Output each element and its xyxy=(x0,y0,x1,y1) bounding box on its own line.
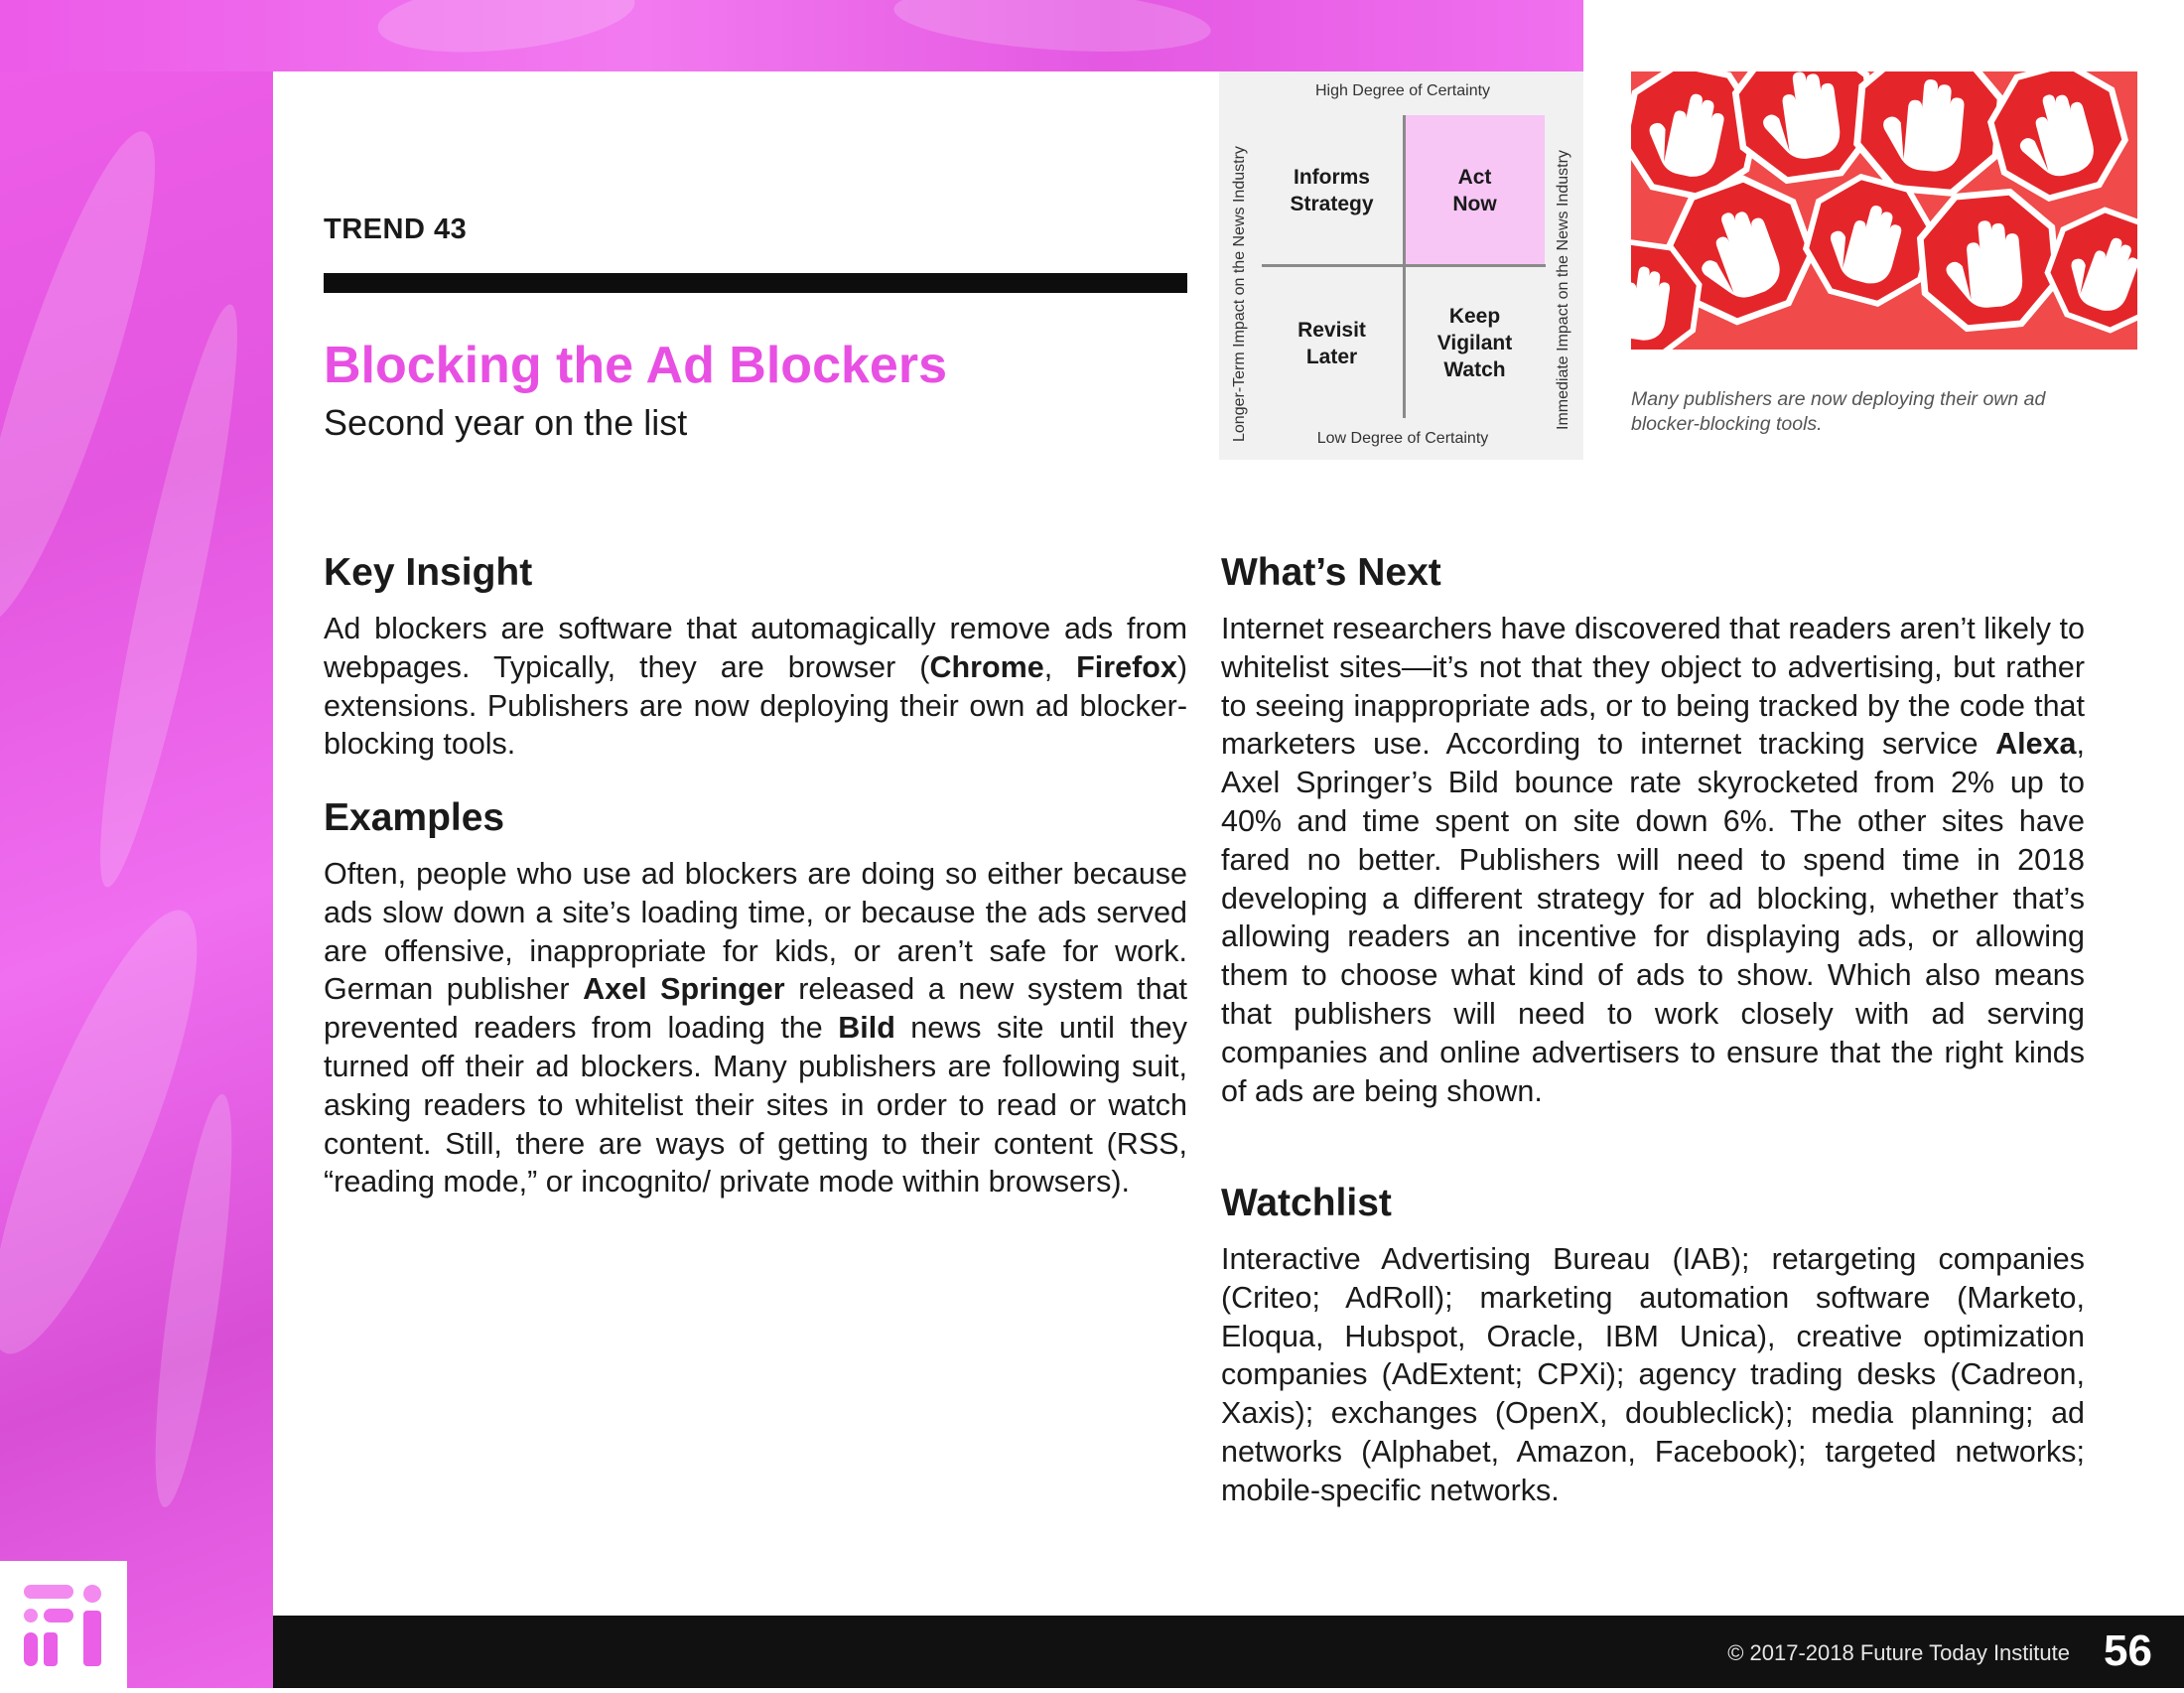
page-number: 56 xyxy=(2104,1626,2152,1675)
examples-heading: Examples xyxy=(324,796,505,839)
matrix-bottom-label: Low Degree of Certainty xyxy=(1316,430,1489,447)
key-insight-heading: Key Insight xyxy=(324,551,533,594)
whats-next-body: Internet researchers have discovered that readers aren’t likely to whitelist sites—it’s not that they object to advertising, but rather to seeing inappropriate ads, or to being tracked by the code that marketers use. According to internet tracking service Alexa, Axel Springer’s Bild bounce rate skyrocketed from 2% up to 40% and time spent on site down 6%. The other sites have fared no better. Publishers will need to spend time in 2018 developing a different strategy for ad blocking, whether that’s allowing readers an incentive for displaying ads, or allowing them to choose what kind of ads to show. Which also means that publishers will need to work closely with ad serving companies and online advertisers to ensure that the right kinds of ads are being shown. xyxy=(1221,612,2085,1108)
key-insight-body: Ad blockers are software that automagically remove ads from webpages. Typically, they are browser (Chrome, Firefox) extensions. Publishers are now deploying their own ad blocker-blocking tools. xyxy=(324,612,1188,762)
watchlist-body: Interactive Advertising Bureau (IAB); retargeting companies (Criteo; AdRoll); marketing automation software (Marketo, Eloqua, Hubspot, Oracle, IBM Unica), creative optimization companies (AdExtent; CPXi); agency trading desks (Cadreon, Xaxis); exchanges (OpenX, doubleclick); media planning; ad networks (Alphabet, Amazon, Facebook); targeted networks; mobile-specific networks. xyxy=(1221,1242,2085,1507)
matrix-left-label: Longer-Term Impact on the News Industry xyxy=(1231,146,1248,442)
watchlist-heading: Watchlist xyxy=(1221,1182,1392,1224)
fti-logo xyxy=(0,1561,127,1688)
examples-body: Often, people who use ad blockers are doing so either because ads slow down a site’s loading time, or because the ads served are offensive, inappropriate for kids, or aren’t safe for work. German publisher Axel Springer released a new system that prevented readers from loading the Bild news site until they turned off their ad blockers. Many publishers are following suit, asking readers to whitelist their sites in order to read or watch content. Still, there are ways of getting to their content (RSS, “reading mode,” or incognito/ private mode within browsers). xyxy=(324,857,1187,1199)
matrix-horizontal-axis xyxy=(1262,264,1546,267)
trend-label: TREND 43 xyxy=(324,213,468,245)
matrix-top-label: High Degree of Certainty xyxy=(1314,82,1491,99)
page-subtitle: Second year on the list xyxy=(324,402,688,443)
matrix-cell-informs-strategy: Informs Strategy xyxy=(1290,165,1374,215)
matrix-right-label: Immediate Impact on the News Industry xyxy=(1555,150,1571,430)
matrix-cell-keep-vigilant-watch: Keep Vigilant Watch xyxy=(1436,305,1513,381)
stop-hand-image xyxy=(1631,71,2137,350)
footer-copyright: © 2017-2018 Future Today Institute xyxy=(1727,1640,2070,1665)
matrix-cell-act-now: Act Now xyxy=(1405,115,1545,265)
whats-next-heading: What’s Next xyxy=(1221,551,1441,594)
page-title: Blocking the Ad Blockers xyxy=(324,337,947,394)
fti-logo-icon xyxy=(0,1561,127,1688)
matrix-cell-revisit-later: Revisit Later xyxy=(1297,318,1366,368)
stop-hand-icon xyxy=(1631,71,2137,350)
decorative-background-left xyxy=(0,0,273,1688)
decorative-background-top xyxy=(0,0,1583,71)
divider-bar xyxy=(324,273,1187,293)
image-caption: Many publishers are now deploying their own ad blocker-blocking tools. xyxy=(1631,388,2046,435)
